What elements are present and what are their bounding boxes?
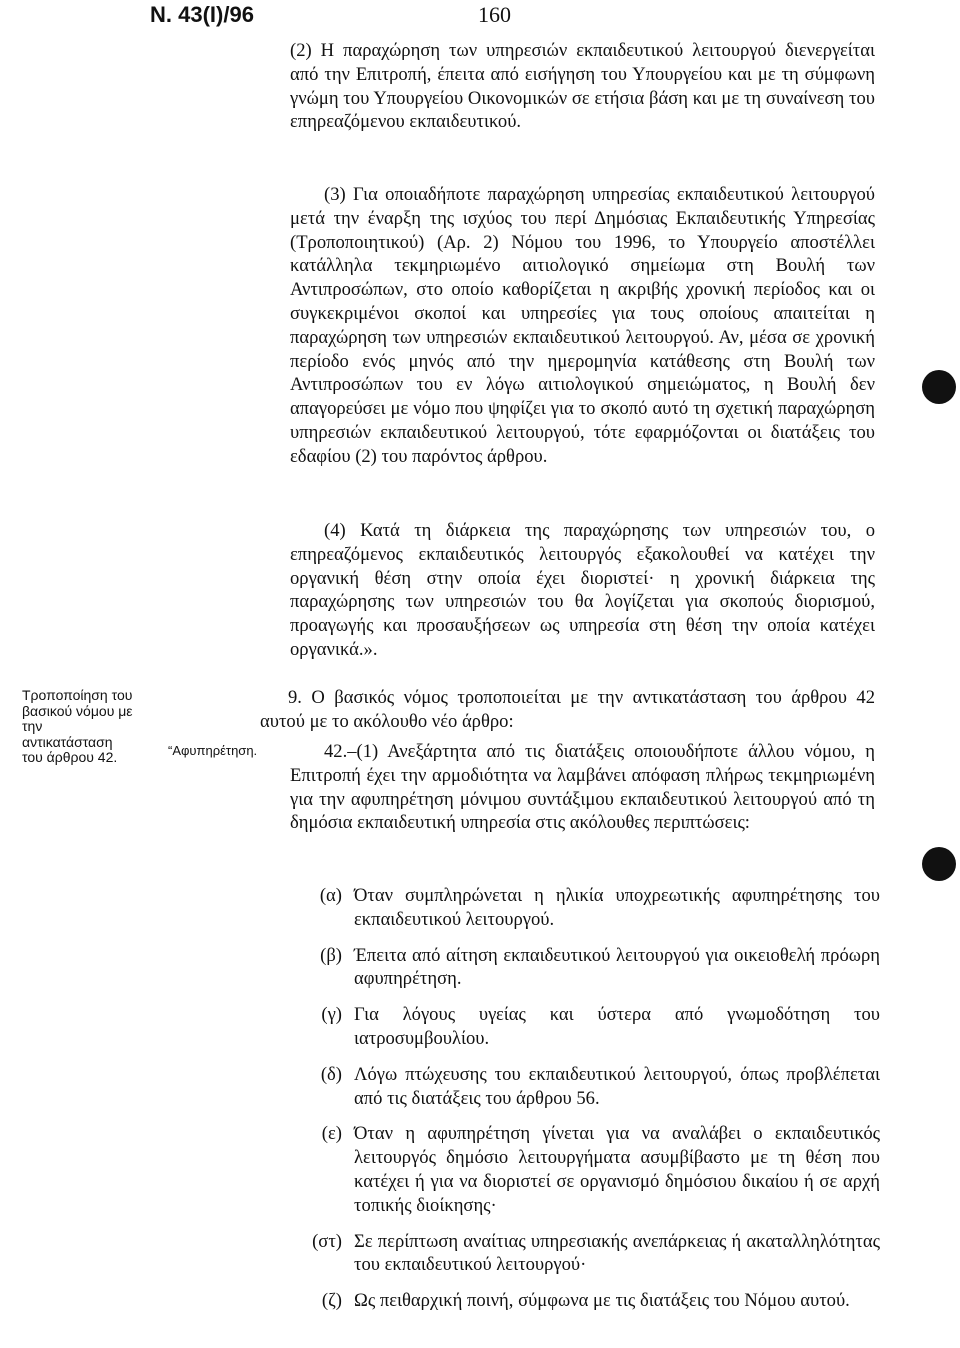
- margin-note-article-title: “Αφυπηρέτηση.: [168, 743, 258, 758]
- page-number: 160: [478, 2, 511, 27]
- item-text: Για λόγους υγείας και ύστερα από γνωμοδότηση του ιατροσυμβουλίου.: [354, 1004, 880, 1049]
- item-label: (γ): [321, 1004, 342, 1026]
- case-list: [290, 884, 880, 1325]
- item-label: (β): [320, 944, 342, 966]
- margin-note: Τροποποίηση του βασικού νόμου με την αντικατάσταση του άρθρου 42.: [22, 687, 133, 765]
- list-item: [290, 1063, 880, 1111]
- item-text: Όταν η αφυπηρέτηση γίνεται για να αναλάβει ο εκπαιδευτικός λειτουργός δημόσιο λειτουργήματα ασυμβίβαστο με τη θέση που κατέχει ή για να διοριστεί σε οργανισμό δημόσιου δικαίου ή σε αρχή τοπικής διοίκησης·: [354, 1123, 880, 1216]
- list-item: [290, 1289, 880, 1313]
- list-item: [290, 1003, 880, 1051]
- paragraph-2: (2) Η παραχώρηση των υπηρεσιών εκπαιδευτικού λειτουργού διενεργείται από την Επιτροπή, έπειτα από εισήγηση του Υπουργείου και με τη σύμφωνη γνώμη του Υπουργείου Οικονομικών σε ετήσια βάση και με τη συναίνεση του επηρεαζόμενου εκπαιδευτικού.: [290, 40, 875, 133]
- item-text: Ως πειθαρχική ποινή, σύμφωνα με τις διατάξεις του Νόμου αυτού.: [354, 1290, 850, 1312]
- article-42: 42.–(1) Ανεξάρτητα από τις διατάξεις οποιουδήποτε άλλου νόμου, η Επιτροπή έχει την αρμοδιότητα να λαμβάνει απόφαση πλήρως τεκμηριωμένη για την αφυπηρέτηση μόνιμου συντάξιμου εκπαιδευτικού λειτουργού από τη δημόσια εκπαιδευτική υπηρεσία στις ακόλουθες περιπτώσεις:: [290, 741, 875, 834]
- list-item: [290, 884, 880, 932]
- item-label: (α): [319, 885, 342, 906]
- law-reference: Ν. 43(Ι)/96: [150, 2, 254, 27]
- punch-hole-icon: [922, 370, 956, 404]
- item-text: Έπειτα από αίτηση εκπαιδευτικού λειτουργού για οικειοθελή πρόωρη αφυπηρέτηση.: [354, 944, 880, 990]
- paragraph-3: (3) Για οποιαδήποτε παραχώρηση υπηρεσίας εκπαιδευτικού λειτουργού μετά την έναρξη της ισχύος του περί Δημόσιας Εκπαιδευτικής Υπηρεσίας (Τροποποιητικού) (Αρ. 2) Νόμου του 1996, το Υπουργείο αποστέλλει κατάλληλα τεκμηριωμένο αιτιολογικό σημείωμα στη Βουλή των Αντιπροσώπων, στο οποίο καθορίζεται η ακριβής χρονική περίοδος και οι συγκεκριμένοι σκοποί και υπηρεσίες για τους οποίους απαιτείται η παραχώρηση των υπηρεσιών εκπαιδευτικού λειτουργού. Αν, μέσα σε χρονική περίοδο ενός μηνός από την ημερομηνία κατάθεσης στη Βουλή των Αντιπροσώπων του εν λόγω αιτιολογικού σημειώματος, η Βουλή δεν απαγορεύσει με νόμο που ψηφίζει για το σκοπό αυτό τη σχετική παραχώρηση υπηρεσιών εκπαιδευτικού λειτουργού, τότε εφαρμόζονται οι διατάξεις του εδαφίου (2) του παρόντος άρθρου.: [290, 184, 875, 467]
- item-text: Όταν συμπληρώνεται η ηλικία υποχρεωτικής αφυπηρέτησης του εκπαιδευτικού λειτουργού.: [354, 885, 880, 930]
- punch-hole-icon: [922, 847, 956, 881]
- item-label: (ε): [321, 1123, 342, 1145]
- paragraph-4: (4) Κατά τη διάρκεια της παραχώρησης των υπηρεσιών του, ο επηρεαζόμενος εκπαιδευτικός λειτουργός εξακολουθεί να κατέχει την οργανική θέση στην οποία έχει διοριστεί· η χρονική διάρκεια της παραχώρησης των υπηρεσιών του θα λογίζεται για σκοπούς διορισμού, προαγωγής και προσαυξήσεων ως υπηρεσία στη θέση την οποία κατέχει οργανικά.».: [290, 520, 875, 660]
- list-item: [290, 1230, 880, 1278]
- list-item: [290, 944, 880, 992]
- item-text: Λόγω πτώχευσης του εκπαιδευτικού λειτουργού, όπως προβλέπεται από τις διατάξεις του άρθρου 56.: [354, 1063, 880, 1109]
- item-label: (δ): [320, 1063, 342, 1085]
- item-label: (ζ): [321, 1290, 342, 1312]
- item-label: (στ): [312, 1230, 342, 1252]
- list-item: [290, 1122, 880, 1217]
- article-9: 9. Ο βασικός νόμος τροποποιείται με την αντικατάσταση του άρθρου 42 αυτού με το ακόλουθο νέο άρθρο:: [260, 687, 875, 732]
- item-text: Σε περίπτωση αναίτιας υπηρεσιακής ανεπάρκειας ή ακαταλληλότητας του εκπαιδευτικού λειτουργού·: [354, 1230, 880, 1276]
